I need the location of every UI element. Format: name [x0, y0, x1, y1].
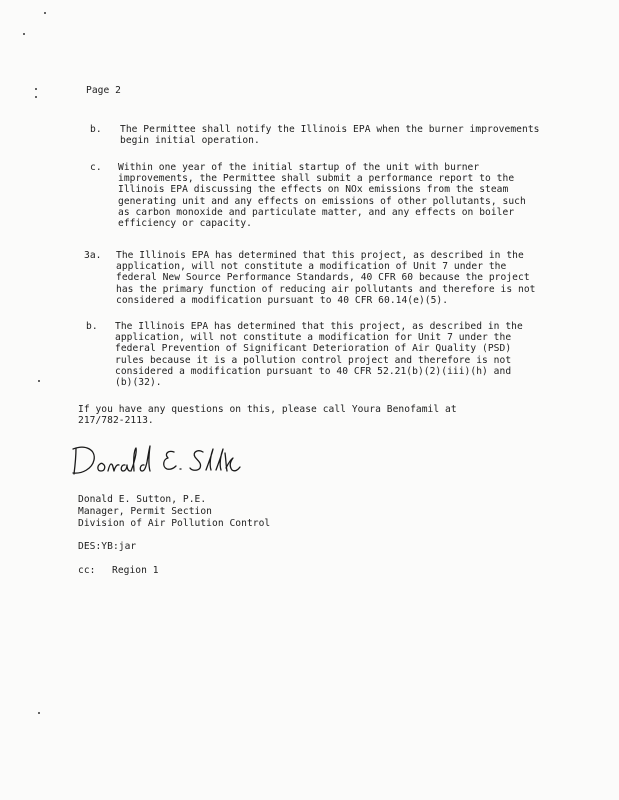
closing-text	[78, 404, 457, 426]
paragraph-line: (b)(32).	[115, 377, 162, 389]
signer-name: Donald E. Sutton, P.E.	[78, 494, 207, 505]
scan-speck	[44, 12, 46, 14]
paragraph-line: The Illinois EPA has determined that this project, as described in the	[116, 250, 524, 261]
paragraph-line: federal Prevention of Significant Deterioration of Air Quality (PSD)	[115, 343, 512, 355]
signer-division: Division of Air Pollution Control	[78, 518, 271, 529]
closing-line: If you have any questions on this, please call Youra Benofamil at	[78, 404, 457, 415]
cc-recipient: Region 1	[112, 565, 159, 576]
paragraph-text	[115, 321, 523, 388]
paragraph-label: b.	[90, 124, 102, 135]
paragraph-line: efficiency or capacity.	[118, 218, 252, 230]
paragraph-line: as carbon monoxide and particulate matter, and any effects on boiler	[118, 206, 515, 218]
scan-speck	[35, 88, 37, 90]
page-number: Page 2	[86, 85, 121, 96]
paragraph-label: b.	[86, 321, 98, 332]
paragraph-line: The Permittee shall notify the Illinois EPA when the burner improvements	[120, 124, 540, 135]
paragraph-line: begin initial operation.	[120, 135, 260, 147]
paragraph-line: rules because it is a pollution control project and therefore is not	[115, 354, 512, 366]
scan-speck	[38, 712, 40, 714]
paragraph-line: generating unit and any effects on emissions of other pollutants, such	[118, 195, 526, 207]
paragraph-text	[120, 124, 539, 146]
handwritten-signature	[70, 440, 240, 482]
closing-line: 217/782-2113.	[78, 415, 154, 427]
paragraph-label: c.	[90, 162, 102, 173]
scan-speck	[23, 33, 25, 35]
paragraph-line: considered a modification pursuant to 40 CFR 60.14(e)(5).	[116, 294, 449, 306]
paragraph-line: considered a modification pursuant to 40 CFR 52.21(b)(2)(iii)(h) and	[115, 365, 512, 377]
paragraph-line: application, will not constitute a modification of Unit 7 under the	[116, 261, 507, 273]
paragraph-line: The Illinois EPA has determined that this project, as described in the	[115, 321, 523, 332]
signer-title: Manager, Permit Section	[78, 506, 212, 517]
scan-speck	[35, 96, 37, 98]
paragraph-line: improvements, the Permittee shall submit a performance report to the	[118, 173, 515, 185]
paragraph-label: 3a.	[84, 250, 102, 261]
scan-speck	[38, 380, 40, 382]
paragraph-line: federal New Source Performance Standards, 40 CFR 60 because the project	[116, 272, 530, 284]
paragraph-line: has the primary function of reducing air pollutants and therefore is not	[116, 283, 536, 295]
cc-label: cc:	[78, 565, 96, 576]
paragraph-line: Within one year of the initial startup of the unit with burner	[118, 162, 480, 173]
paragraph-text	[118, 162, 526, 229]
signature-drawing	[70, 440, 240, 482]
paragraph-line: application, will not constitute a modification for Unit 7 under the	[115, 332, 512, 344]
reference-initials: DES:YB:jar	[78, 541, 137, 552]
paragraph-text	[116, 250, 535, 306]
paragraph-line: Illinois EPA discussing the effects on NOx emissions from the steam	[118, 184, 509, 196]
